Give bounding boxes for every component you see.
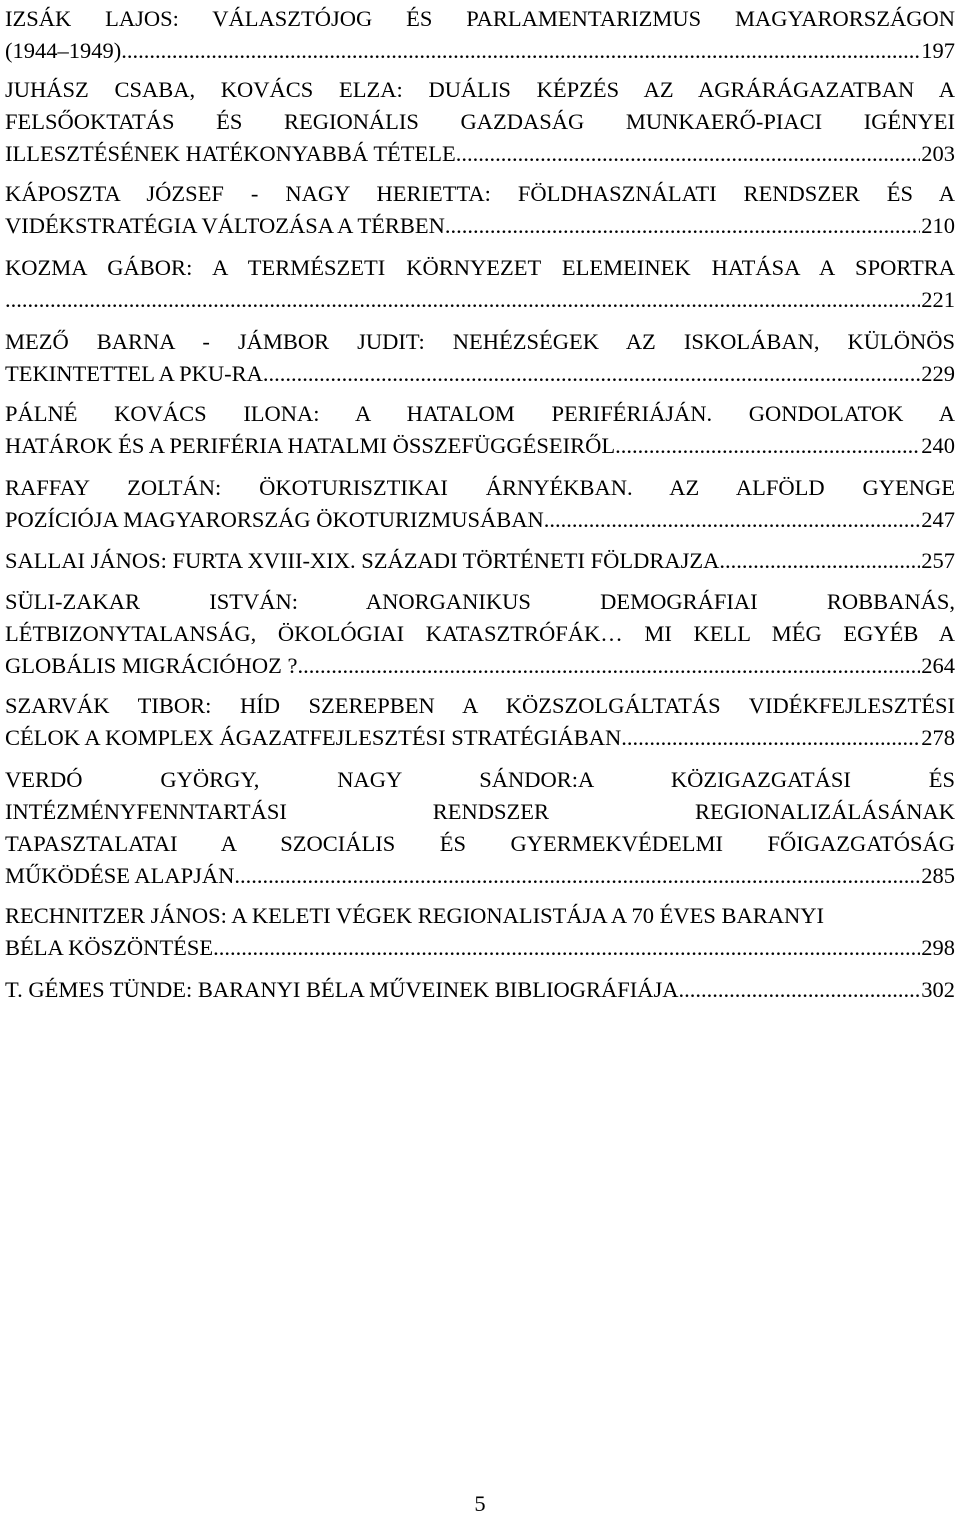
toc-entry-text: PÁLNÉ KOVÁCS ILONA: A HATALOM PERIFÉRIÁJÁN. GONDOLATOK A: [5, 401, 955, 426]
toc-entry-text: LÉTBIZONYTALANSÁG, ÖKOLÓGIAI KATASZTRÓFÁK… MI KELL MÉG EGYÉB A: [5, 621, 955, 646]
dot-leader: [127, 35, 920, 67]
toc-page-number: 210: [921, 213, 955, 238]
toc-entry-text: TEKINTETTEL A PKU-RA: [5, 361, 263, 386]
toc-page-number: 285: [921, 863, 955, 888]
toc-entry-text: MŰKÖDÉSE ALAPJÁN: [5, 863, 235, 888]
toc-entry-text: KOZMA GÁBOR: A TERMÉSZETI KÖRNYEZET ELEMEINEK HATÁSA A SPORTRA: [5, 255, 955, 280]
dot-leader: [234, 860, 920, 892]
toc-entry[interactable]: [5, 974, 955, 1006]
toc-page-number: 298: [921, 935, 955, 960]
toc-entry-text: VIDÉKSTRATÉGIA VÁLTOZÁSA A TÉRBEN: [5, 213, 445, 238]
dot-leader: [213, 932, 920, 964]
dot-leader: [615, 430, 920, 462]
toc-page-number: 257: [921, 548, 955, 573]
dot-leader: [263, 358, 920, 390]
toc-entry-text: CÉLOK A KOMPLEX ÁGAZATFEJLESZTÉSI STRATÉGIÁBAN: [5, 725, 622, 750]
toc-entry[interactable]: [5, 586, 955, 682]
toc-page-number: 240: [921, 433, 955, 458]
toc-entry-text: JUHÁSZ CSABA, KOVÁCS ELZA: DUÁLIS KÉPZÉS AZ AGRÁRÁGAZATBAN A: [5, 77, 955, 102]
toc-entry-text: VERDÓ GYÖRGY, NAGY SÁNDOR:A KÖZIGAZGATÁSI ÉS: [5, 767, 955, 792]
toc-entry-text: TAPASZTALATAI A SZOCIÁLIS ÉS GYERMEKVÉDELMI FŐIGAZGATÓSÁG: [5, 831, 955, 856]
dot-leader: [621, 722, 920, 754]
dot-leader: [719, 545, 920, 577]
dot-leader: [297, 650, 920, 682]
dot-leader: [544, 504, 920, 536]
dot-leader: [5, 284, 920, 316]
toc-page-number: 247: [921, 507, 955, 532]
toc-page-number: 197: [921, 38, 955, 63]
page-number: 5: [474, 1491, 486, 1516]
toc-entry[interactable]: [5, 398, 955, 462]
toc-entry[interactable]: [5, 900, 955, 964]
toc-entry-text: T. GÉMES TÜNDE: BARANYI BÉLA MŰVEINEK BIBLIOGRÁFIÁJA: [5, 977, 679, 1002]
toc-entry-text: IZSÁK LAJOS: VÁLASZTÓJOG ÉS PARLAMENTARIZMUS MAGYARORSZÁGON: [5, 6, 955, 31]
dot-leader: [456, 138, 920, 170]
dot-leader: [679, 974, 921, 1006]
toc-entry-text: HATÁROK ÉS A PERIFÉRIA HATALMI ÖSSZEFÜGGÉSEIRŐL: [5, 433, 616, 458]
toc-page-number: 203: [921, 141, 955, 166]
toc-entry-text: SÜLI-ZAKAR ISTVÁN: ANORGANIKUS DEMOGRÁFIAI ROBBANÁS,: [5, 589, 955, 614]
toc-entry[interactable]: [5, 326, 955, 390]
toc-entry[interactable]: [5, 764, 955, 892]
toc-entry[interactable]: [5, 252, 955, 316]
toc-entry-text: MEZŐ BARNA - JÁMBOR JUDIT: NEHÉZSÉGEK AZ ISKOLÁBAN, KÜLÖNÖS: [5, 329, 955, 354]
toc-entry[interactable]: [5, 690, 955, 754]
toc-page-number: 221: [921, 287, 955, 312]
toc-page-number: 229: [921, 361, 955, 386]
toc-entry[interactable]: [5, 178, 955, 242]
toc-entry[interactable]: [5, 472, 955, 536]
toc-page-number: 302: [921, 977, 955, 1002]
toc-entry-text: GLOBÁLIS MIGRÁCIÓHOZ ?: [5, 653, 298, 678]
toc-entry-text: RAFFAY ZOLTÁN: ÖKOTURISZTIKAI ÁRNYÉKBAN. AZ ALFÖLD GYENGE: [5, 475, 955, 500]
toc-entry-text: SZARVÁK TIBOR: HÍD SZEREPBEN A KÖZSZOLGÁLTATÁS VIDÉKFEJLESZTÉSI: [5, 693, 955, 718]
toc-page-number: 264: [921, 653, 955, 678]
toc-entry-text: BÉLA KÖSZÖNTÉSE: [5, 935, 214, 960]
toc-page-number: 278: [921, 725, 955, 750]
toc-entry[interactable]: [5, 3, 955, 67]
toc-entry-text: FELSŐOKTATÁS ÉS REGIONÁLIS GAZDASÁG MUNKAERŐ-PIACI IGÉNYEI: [5, 109, 955, 134]
dot-leader: [445, 210, 920, 242]
toc-entry-text: ILLESZTÉSÉNEK HATÉKONYABBÁ TÉTELE: [5, 141, 456, 166]
toc-entry-text: SALLAI JÁNOS: FURTA XVIII-XIX. SZÁZADI TÖRTÉNETI FÖLDRAJZA: [5, 548, 720, 573]
toc-entry-text: POZÍCIÓJA MAGYARORSZÁG ÖKOTURIZMUSÁBAN: [5, 507, 544, 532]
toc-entry-text: KÁPOSZTA JÓZSEF - NAGY HERIETTA: FÖLDHASZNÁLATI RENDSZER ÉS A: [5, 181, 955, 206]
toc-entry[interactable]: [5, 74, 955, 170]
toc-entry-text: INTÉZMÉNYFENNTARTÁSI RENDSZER REGIONALIZÁLÁSÁNAK: [5, 799, 955, 824]
toc-entry-text: (1944–1949).: [5, 38, 127, 63]
toc-entry[interactable]: [5, 545, 955, 577]
toc-entry-text: RECHNITZER JÁNOS: A KELETI VÉGEK REGIONALISTÁJA A 70 ÉVES BARANYI: [5, 903, 824, 928]
